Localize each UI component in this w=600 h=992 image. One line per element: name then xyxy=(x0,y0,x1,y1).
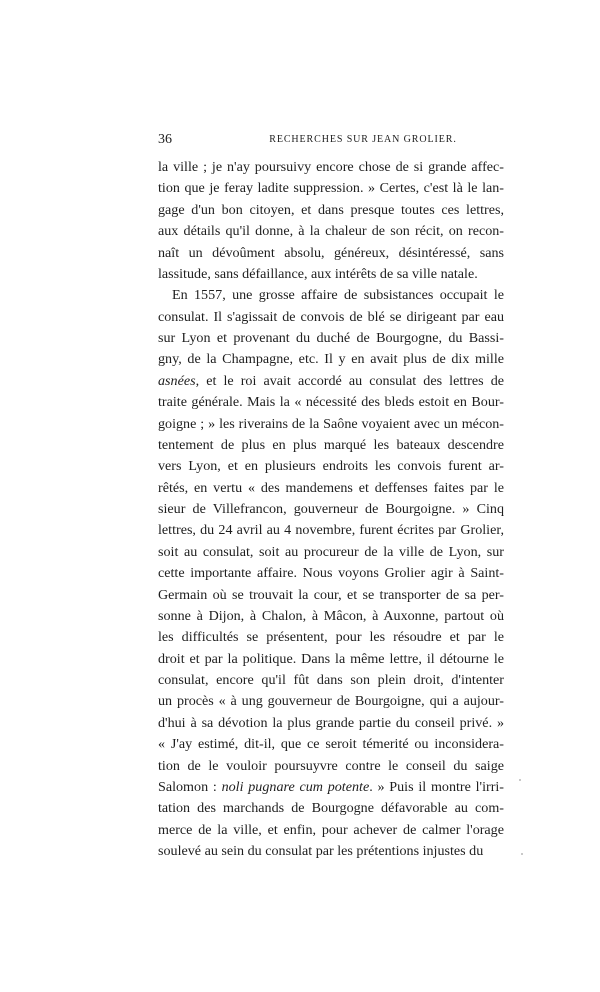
text-line xyxy=(158,649,504,670)
text-line xyxy=(158,243,504,264)
text-segment: , et le roi avait accordé au consulat des lettres de xyxy=(195,372,504,389)
text-line xyxy=(158,371,504,392)
text-segment: En 1557, une grosse affaire de subsistances occupait le xyxy=(172,287,504,304)
text-line xyxy=(158,392,504,413)
text-line xyxy=(158,542,504,563)
italic-text: asnées xyxy=(158,372,196,389)
text-line xyxy=(158,478,504,499)
text-line xyxy=(158,414,504,435)
text-line xyxy=(158,713,504,734)
page-number: 36 xyxy=(158,132,172,147)
text-segment: tion de le vouloir poursuyvre contre le conseil du saige xyxy=(158,757,504,774)
paper-speck xyxy=(519,779,521,781)
text-segment: naît un dévoûment absolu, généreux, désintéressé, sans xyxy=(158,244,504,261)
text-segment: consulat, encore qu'il fût dans son plein droit, d'intenter xyxy=(158,672,504,688)
text-line xyxy=(158,264,504,285)
text-segment: rêtés, en vertu « des mandemens et deffenses faites par le xyxy=(158,479,504,496)
text-line xyxy=(158,200,504,221)
text-segment: lassitude, sans défaillance, aux intérêts de sa ville natale. xyxy=(158,265,478,282)
text-segment: un procès « à ung gouverneur de Bourgoigne, qui a aujour- xyxy=(158,693,504,710)
text-segment: sieur de Villefrancon, gouverneur de Bourgoigne. » Cinq xyxy=(158,501,504,517)
text-segment: consulat. Il s'agissait de convois de blé se dirigeant par eau xyxy=(158,308,504,325)
running-head xyxy=(158,131,504,149)
body-text xyxy=(158,157,504,862)
text-line xyxy=(158,435,504,456)
text-line xyxy=(158,777,504,798)
text-line xyxy=(158,627,504,648)
text-line xyxy=(158,157,504,178)
running-title: RECHERCHES SUR JEAN GROLIER. xyxy=(269,134,457,145)
text-line xyxy=(158,520,504,541)
text-line xyxy=(158,563,504,584)
text-segment: vers Lyon, et en plusieurs endroits les convois furent ar- xyxy=(158,458,504,475)
text-segment: lettres, du 24 avril au 4 novembre, furent écrites par Grolier, xyxy=(158,522,504,539)
text-segment: les difficultés se présentent, pour les résoudre et par le xyxy=(158,629,504,646)
text-line xyxy=(158,798,504,819)
text-segment: sonne à Dijon, à Chalon, à Mâcon, à Auxonne, partout où xyxy=(158,607,504,624)
text-line xyxy=(158,456,504,477)
text-line xyxy=(158,349,504,370)
text-segment: tation des marchands de Bourgogne défavorable au com- xyxy=(158,800,504,817)
text-line xyxy=(158,734,504,755)
text-line xyxy=(158,756,504,777)
text-segment: aux détails qu'il donne, à la chaleur de son récit, on recon- xyxy=(158,223,504,240)
italic-text: noli pugnare cum potente xyxy=(221,778,370,795)
text-line xyxy=(158,499,504,520)
text-segment: la ville ; je n'ay poursuivy encore chose de si grande affec- xyxy=(158,159,504,175)
text-segment: tion que je feray ladite suppression. » Certes, c'est là le lan- xyxy=(158,180,504,197)
text-segment: gny, de la Champagne, etc. Il y en avait plus de dix mille xyxy=(158,351,504,368)
text-line xyxy=(158,285,504,306)
text-segment: sur Lyon et provenant du duché de Bourgogne, du Bassi- xyxy=(158,330,504,346)
paper-speck xyxy=(521,853,523,855)
text-segment: gage d'un bon citoyen, et dans presque toutes ces lettres, xyxy=(158,201,504,218)
text-segment: « J'ay estimé, dit-il, que ce seroit témerité ou inconsidera- xyxy=(158,736,504,753)
text-segment: traite générale. Mais la « nécessité des bleds estoit en Bour- xyxy=(158,394,504,411)
text-line xyxy=(158,178,504,199)
text-line xyxy=(158,841,504,862)
text-line xyxy=(158,328,504,349)
text-segment: soulevé au sein du consulat par les prétentions injustes du xyxy=(158,843,484,859)
text-segment: droit et par la politique. Dans la même lettre, il détourne le xyxy=(158,650,504,667)
text-segment: soit au consulat, soit au procureur de la ville de Lyon, sur xyxy=(158,543,504,560)
text-segment: . » Puis il montre l'irri- xyxy=(369,778,504,795)
text-line xyxy=(158,221,504,242)
text-line xyxy=(158,691,504,712)
text-line xyxy=(158,606,504,627)
text-line xyxy=(158,585,504,606)
text-line xyxy=(158,820,504,841)
text-segment: goigne ; » les riverains de la Saône voyaient avec un mécon- xyxy=(158,415,504,432)
text-segment: tentement de plus en plus marqué les bateaux descendre xyxy=(158,436,504,453)
text-segment: d'hui à sa dévotion la plus grande partie du conseil privé. » xyxy=(158,714,504,731)
text-line xyxy=(158,307,504,328)
text-segment: Salomon : xyxy=(158,778,222,795)
text-segment: Germain où se trouvait la cour, et se transporter de sa per- xyxy=(158,586,504,603)
text-line xyxy=(158,670,504,691)
text-segment: merce de la ville, et enfin, pour achever de calmer l'orage xyxy=(158,821,504,838)
text-segment: cette importante affaire. Nous voyons Grolier agir à Saint- xyxy=(158,565,504,582)
